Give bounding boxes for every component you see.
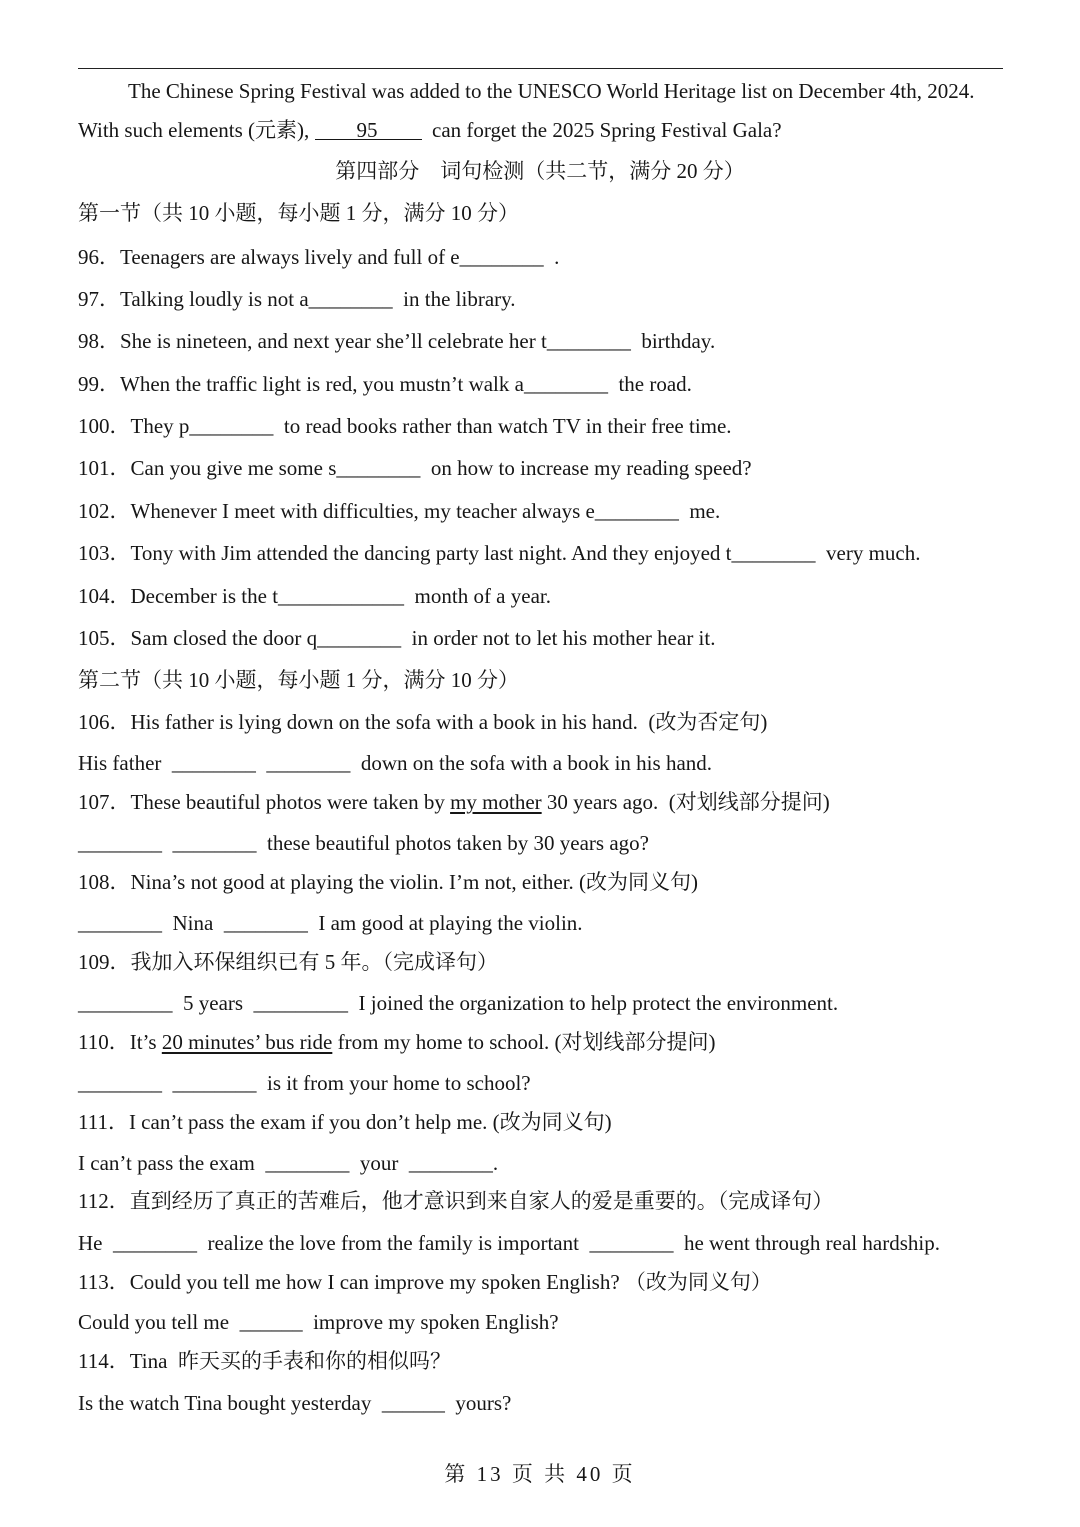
question-96: 96．Teenagers are always lively and full of e________ .: [78, 245, 560, 269]
answer-line-114: Is the watch Tina bought yesterday ______ yours?: [78, 1391, 512, 1415]
question-98: 98．She is nineteen, and next year she’ll celebrate her t________ birthday.: [78, 329, 716, 353]
question-109: 109．我加入环保组织已有 5 年。（完成译句）: [78, 950, 498, 974]
answer-line-106: His father ________ ________ down on the sofa with a book in his hand.: [78, 751, 713, 775]
question-97: 97．Talking loudly is not a________ in the library.: [78, 287, 516, 311]
question-106: 106．His father is lying down on the sofa with a book in his hand. (改为否定句): [78, 710, 768, 734]
question-110: [78, 1028, 716, 1056]
question-101: 101．Can you give me some s________ on how to increase my reading speed?: [78, 456, 752, 480]
passage-line-2-before: With such elements (元素),: [78, 118, 315, 142]
question-103: 103．Tony with Jim attended the dancing party last night. And they enjoyed t________ very much.: [78, 541, 921, 565]
question-104: 104．December is the t____________ month of a year.: [78, 584, 551, 608]
page-footer: 第 13 页 共 40 页: [444, 1462, 636, 1486]
question-110-before: 110．It’s: [78, 1030, 162, 1054]
answer-blank-95: 95: [315, 117, 422, 140]
question-102: 102．Whenever I meet with difficulties, my teacher always e________ me.: [78, 499, 721, 523]
answer-line-108: ________ Nina ________ I am good at playing the violin.: [78, 911, 583, 935]
answer-line-112: He ________ realize the love from the family is important ________ he went through real hardship.: [78, 1231, 940, 1255]
passage-line-2: [78, 116, 782, 144]
answer-line-107: ________ ________ these beautiful photos taken by 30 years ago?: [78, 831, 649, 855]
part-title: 第四部分 词句检测（共二节，满分 20 分）: [335, 159, 745, 183]
passage-line-1: The Chinese Spring Festival was added to the UNESCO World Heritage list on December 4th, 2024.: [128, 79, 975, 103]
passage-line-2-after: can forget the 2025 Spring Festival Gala?: [421, 118, 782, 142]
question-99: 99．When the traffic light is red, you mustn’t walk a________ the road.: [78, 372, 692, 396]
section2-title: 第二节（共 10 小题，每小题 1 分，满分 10 分）: [78, 668, 519, 692]
question-107: [78, 788, 830, 816]
question-110-underlined: 20 minutes’ bus ride: [161, 1030, 333, 1054]
answer-line-111: I can’t pass the exam ________ your ________.: [78, 1151, 499, 1175]
answer-line-110: ________ ________ is it from your home to school?: [78, 1071, 531, 1095]
question-107-underlined: my mother: [450, 790, 542, 814]
question-108: 108．Nina’s not good at playing the violin. I’m not, either. (改为同义句): [78, 870, 699, 894]
question-113: 113．Could you tell me how I can improve my spoken English? （改为同义句）: [78, 1270, 772, 1294]
question-114: 114．Tina 昨天买的手表和你的相似吗？: [78, 1349, 451, 1373]
answer-line-113: Could you tell me ______ improve my spoken English?: [78, 1310, 559, 1334]
question-100: 100．They p________ to read books rather than watch TV in their free time.: [78, 414, 732, 438]
question-112: 112．直到经历了真正的苦难后，他才意识到来自家人的爱是重要的。（完成译句）: [78, 1189, 834, 1213]
question-111: 111．I can’t pass the exam if you don’t help me. (改为同义句): [78, 1110, 612, 1134]
section1-title: 第一节（共 10 小题，每小题 1 分，满分 10 分）: [78, 201, 519, 225]
header-rule: [78, 68, 1003, 69]
question-107-after: 30 years ago. (对划线部分提问): [541, 790, 830, 814]
question-110-after: from my home to school. (对划线部分提问): [332, 1030, 716, 1054]
answer-line-109: _________ 5 years _________ I joined the organization to help protect the environment.: [78, 991, 839, 1015]
question-105: 105．Sam closed the door q________ in order not to let his mother hear it.: [78, 626, 716, 650]
question-107-before: 107．These beautiful photos were taken by: [78, 790, 451, 814]
